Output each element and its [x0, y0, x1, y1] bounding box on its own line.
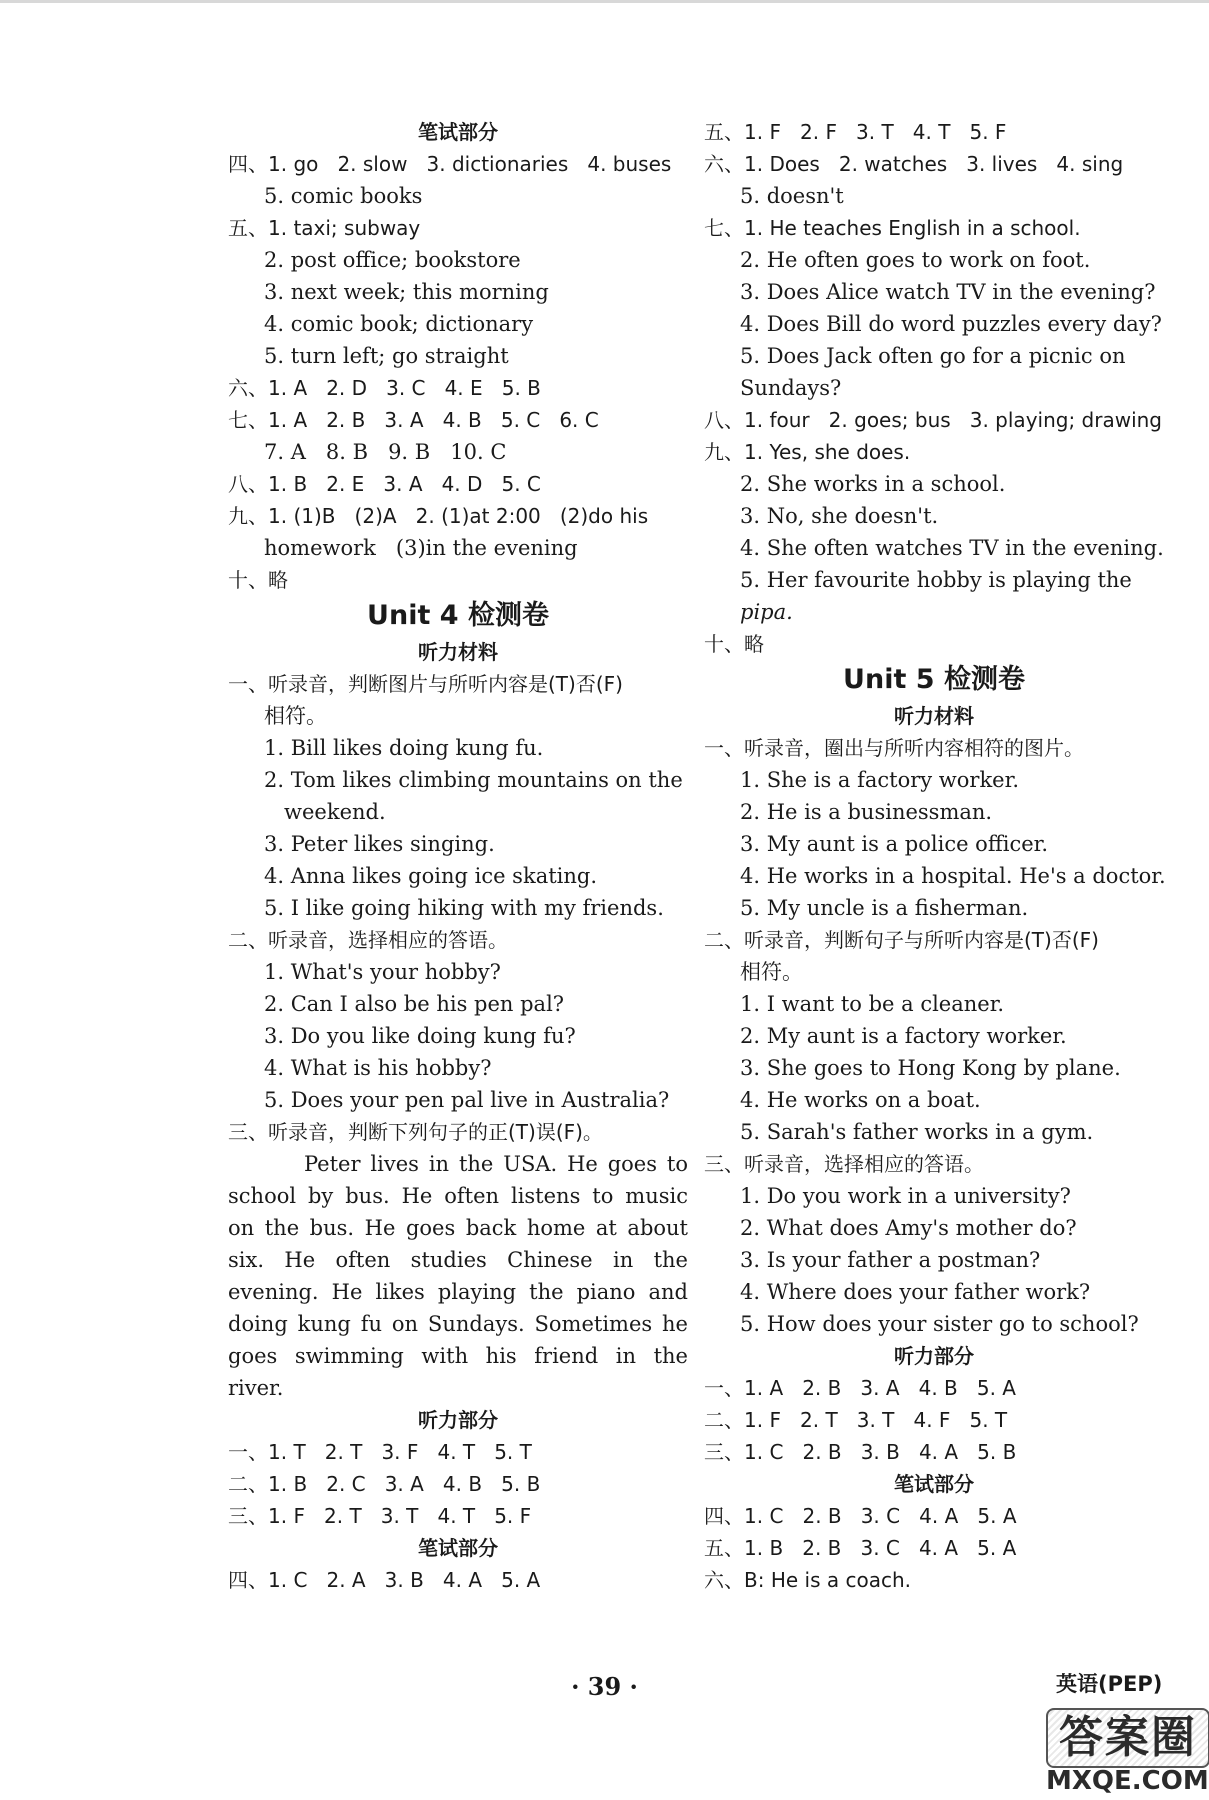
left-column-line: 5. turn left; go straight: [264, 344, 509, 368]
left-column-line: 5. comic books: [264, 184, 423, 208]
right-column-line: 3. Is your father a postman?: [740, 1248, 1041, 1272]
right-column-line: 4. He works in a hospital. He's a doctor.: [740, 864, 1166, 888]
right-column-line: 听力部分: [894, 1344, 974, 1368]
left-column-line: 笔试部分: [418, 120, 498, 144]
left-column-line: doing kung fu on Sundays. Sometimes he: [228, 1312, 688, 1336]
right-column-line: 二、1. F 2. T 3. T 4. F 5. T: [704, 1408, 1008, 1432]
right-column-line: 相符。: [740, 960, 803, 984]
right-column-line: 三、听录音，选择相应的答语。: [704, 1152, 984, 1176]
left-column-line: 5. Does your pen pal live in Australia?: [264, 1088, 670, 1112]
right-column-line: 5. Sarah's father works in a gym.: [740, 1120, 1094, 1144]
left-column-line: 笔试部分: [418, 1536, 498, 1560]
right-column-line: 三、1. C 2. B 3. B 4. A 5. B: [704, 1440, 1017, 1464]
left-column-line: 听力材料: [418, 640, 498, 664]
right-column-line: 1. I want to be a cleaner.: [740, 992, 1005, 1016]
site-watermark-logo: [1046, 1708, 1209, 1798]
left-column-line: 5. I like going hiking with my friends.: [264, 896, 664, 920]
left-column-line: on the bus. He goes back home at about: [228, 1216, 688, 1240]
right-column-line: 五、1. F 2. F 3. T 4. T 5. F: [704, 120, 1007, 144]
left-column-line: 7. A 8. B 9. B 10. C: [264, 440, 507, 464]
right-column: [704, 116, 1164, 1596]
right-column-line: 5. Her favourite hobby is playing the: [740, 568, 1132, 592]
left-column-line: six. He often studies Chinese in the: [228, 1248, 688, 1272]
left-column-line: 1. What's your hobby?: [264, 960, 501, 984]
left-column-line: 六、1. A 2. D 3. C 4. E 5. B: [228, 376, 541, 400]
left-column-line: 1. Bill likes doing kung fu.: [264, 736, 544, 760]
left-column-line: school by bus. He often listens to music: [228, 1184, 688, 1208]
right-column-line: 六、1. Does 2. watches 3. lives 4. sing: [704, 152, 1124, 176]
left-column-line: 3. Do you like doing kung fu?: [264, 1024, 576, 1048]
left-column-line: Peter lives in the USA. He goes to: [304, 1152, 688, 1176]
left-column-line: 听力部分: [418, 1408, 498, 1432]
left-column-line: 四、1. go 2. slow 3. dictionaries 4. buses: [228, 152, 672, 176]
left-column-line: 相符。: [264, 704, 327, 728]
right-column-line: 2. He often goes to work on foot.: [740, 248, 1091, 272]
left-column-line: 五、1. taxi; subway: [228, 216, 421, 240]
left-column-line: Unit 4 检测卷: [367, 600, 549, 631]
right-column-line: 八、1. four 2. goes; bus 3. playing; drawing: [704, 408, 1163, 432]
right-column-line: 一、1. A 2. B 3. A 4. B 5. A: [704, 1376, 1016, 1400]
left-column-line: 二、1. B 2. C 3. A 4. B 5. B: [228, 1472, 541, 1496]
page-number: · 39 ·: [571, 1672, 638, 1701]
right-column-line: Unit 5 检测卷: [843, 664, 1025, 695]
right-column-line: 4. Does Bill do word puzzles every day?: [740, 312, 1162, 336]
right-column-line: 5. Does Jack often go for a picnic on: [740, 344, 1126, 368]
right-column-line: 5. doesn't: [740, 184, 844, 208]
right-column-line: 五、1. B 2. B 3. C 4. A 5. A: [704, 1536, 1017, 1560]
right-column-line: 2. He is a businessman.: [740, 800, 993, 824]
right-column-line: 2. What does Amy's mother do?: [740, 1216, 1077, 1240]
left-column-line: 四、1. C 2. A 3. B 4. A 5. A: [228, 1568, 541, 1592]
left-column-line: 2. post office; bookstore: [264, 248, 521, 272]
left-column-line: 二、听录音，选择相应的答语。: [228, 928, 508, 952]
right-column-line: 二、听录音，判断句子与所听内容是(T)否(F): [704, 928, 1099, 952]
left-column: [228, 116, 688, 1596]
right-column-line: 4. Where does your father work?: [740, 1280, 1091, 1304]
right-column-line: 听力材料: [894, 704, 974, 728]
left-column-line: river.: [228, 1376, 284, 1400]
left-column-line: 2. Can I also be his pen pal?: [264, 992, 565, 1016]
right-column-line: 笔试部分: [894, 1472, 974, 1496]
left-column-line: weekend.: [264, 800, 386, 824]
left-column-line: 4. What is his hobby?: [264, 1056, 492, 1080]
right-column-line: 十、略: [704, 632, 764, 656]
right-column-line: 4. She often watches TV in the evening.: [740, 536, 1164, 560]
left-column-line: 三、1. F 2. T 3. T 4. T 5. F: [228, 1504, 532, 1528]
left-column-line: 3. Peter likes singing.: [264, 832, 495, 856]
right-column-line: 2. My aunt is a factory worker.: [740, 1024, 1067, 1048]
right-column-line: 2. She works in a school.: [740, 472, 1006, 496]
left-column-line: 七、1. A 2. B 3. A 4. B 5. C 6. C: [228, 408, 599, 432]
left-column-line: homework (3)in the evening: [264, 536, 578, 560]
right-column-line: 4. He works on a boat.: [740, 1088, 981, 1112]
left-column-line: 一、1. T 2. T 3. F 4. T 5. T: [228, 1440, 532, 1464]
left-column-line: goes swimming with his friend in the: [228, 1344, 688, 1368]
left-column-line: 2. Tom likes climbing mountains on the: [264, 768, 683, 792]
right-column-line: 四、1. C 2. B 3. C 4. A 5. A: [704, 1504, 1017, 1528]
watermark-bottom-text: MXQE.COM: [1046, 1766, 1209, 1796]
subject-label: 英语(PEP): [1056, 1672, 1163, 1696]
right-column-line: 1. Do you work in a university?: [740, 1184, 1071, 1208]
top-edge-rule: [0, 0, 1209, 3]
watermark-top-text: 答案圈: [1046, 1708, 1209, 1768]
right-column-line: 3. Does Alice watch TV in the evening?: [740, 280, 1156, 304]
left-column-line: 4. comic book; dictionary: [264, 312, 534, 336]
right-column-line: 5. My uncle is a fisherman.: [740, 896, 1029, 920]
right-column-line: Sundays?: [740, 376, 842, 400]
right-column-line: 3. No, she doesn't.: [740, 504, 939, 528]
left-column-line: 九、1. (1)B (2)A 2. (1)at 2:00 (2)do his: [228, 504, 649, 528]
right-column-line: 一、听录音，圈出与所听内容相符的图片。: [704, 736, 1084, 760]
right-column-line: pipa.: [740, 600, 793, 624]
left-column-line: evening. He likes playing the piano and: [228, 1280, 688, 1304]
left-column-line: 一、听录音，判断图片与所听内容是(T)否(F): [228, 672, 623, 696]
left-column-line: 3. next week; this morning: [264, 280, 549, 304]
left-column-line: 八、1. B 2. E 3. A 4. D 5. C: [228, 472, 541, 496]
left-column-line: 三、听录音，判断下列句子的正(T)误(F)。: [228, 1120, 603, 1144]
right-column-line: 5. How does your sister go to school?: [740, 1312, 1139, 1336]
left-column-line: 4. Anna likes going ice skating.: [264, 864, 598, 888]
left-column-line: 十、略: [228, 568, 288, 592]
right-column-line: 六、B: He is a coach.: [704, 1568, 911, 1592]
right-column-line: 3. She goes to Hong Kong by plane.: [740, 1056, 1121, 1080]
right-column-line: 3. My aunt is a police officer.: [740, 832, 1049, 856]
right-column-line: 七、1. He teaches English in a school.: [704, 216, 1081, 240]
right-column-line: 1. She is a factory worker.: [740, 768, 1020, 792]
right-column-line: 九、1. Yes, she does.: [704, 440, 911, 464]
